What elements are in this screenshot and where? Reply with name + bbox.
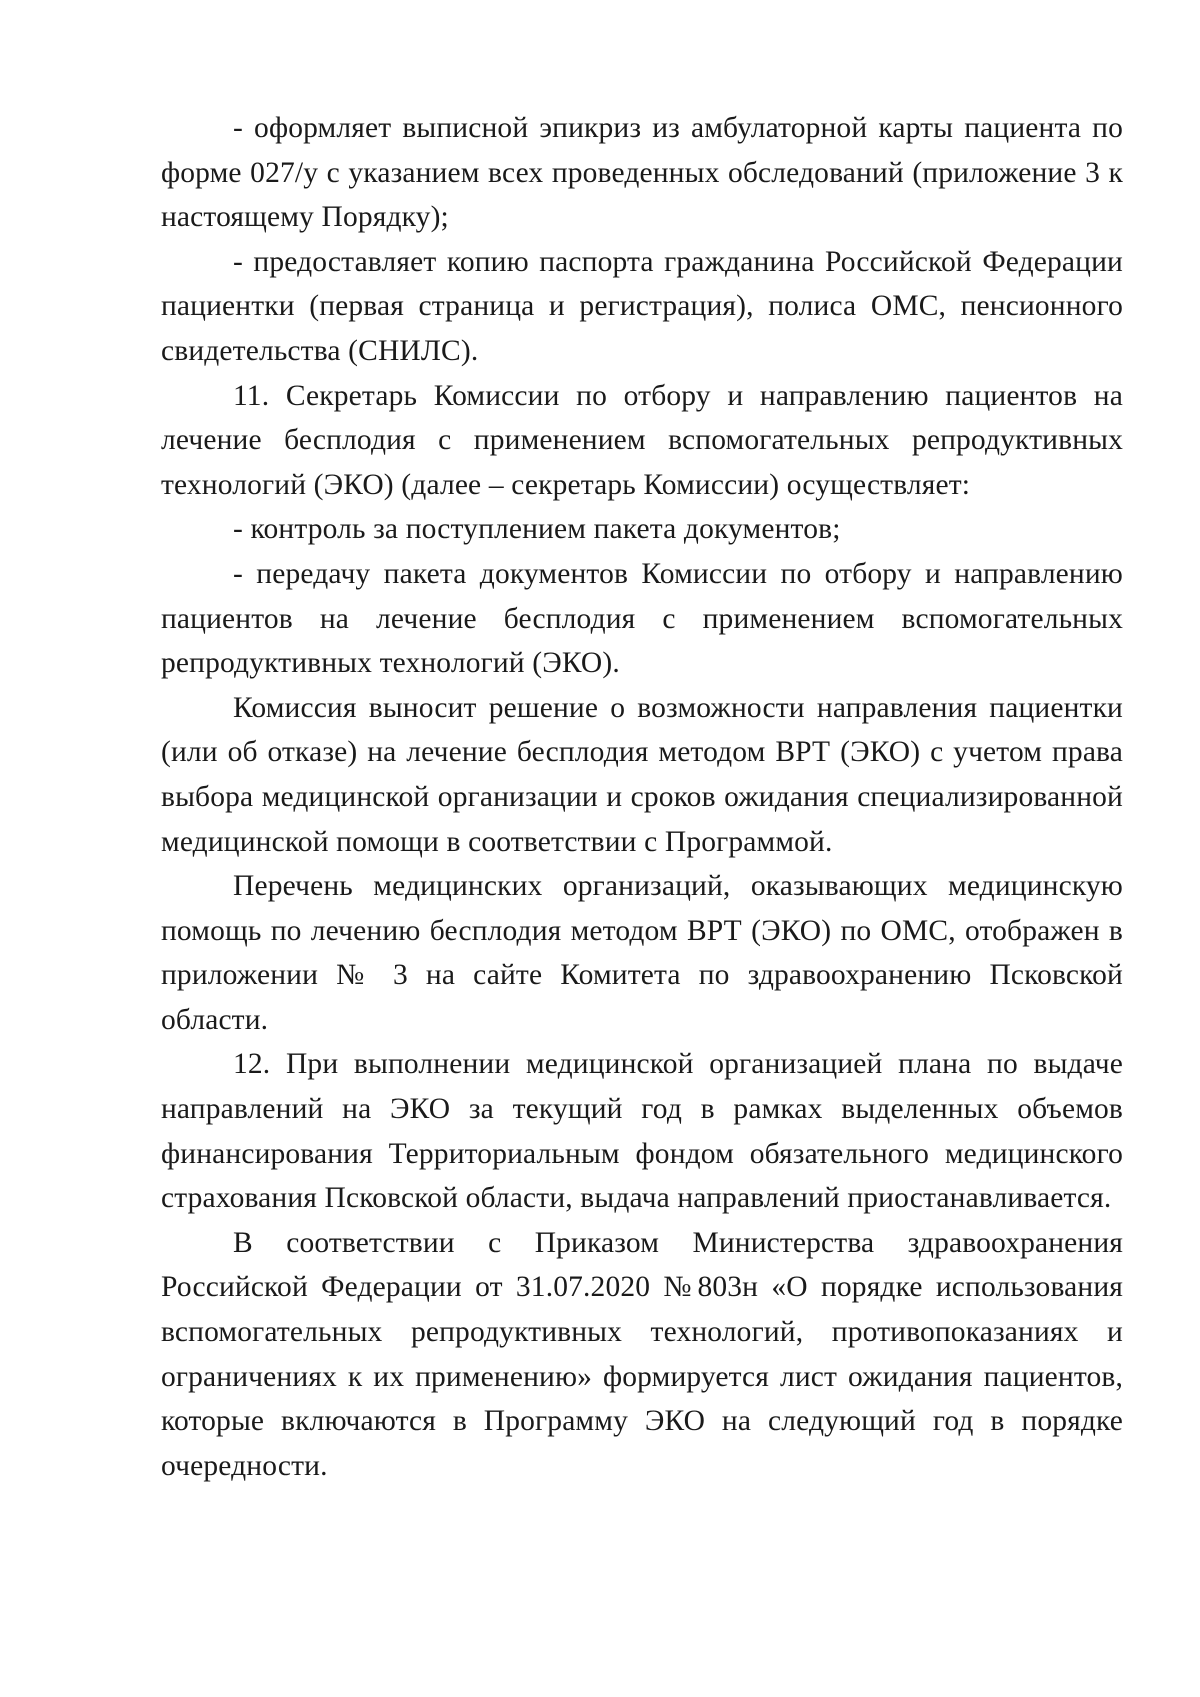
paragraph-secretary-duties: 11. Секретарь Комиссии по отбору и направлению пациентов на лечение бесплодия с применением вспомогательных репродуктивных технологий (ЭКО) (далее – секретарь Комиссии) осуществляет: bbox=[161, 379, 1123, 501]
paragraph-referral-suspension: 12. При выполнении медицинской организацией плана по выдаче направлений на ЭКО за текущий год в рамках выделенных объемов финансирования Территориальным фондом обязательного медицинского страхования Псковской области, выдача направлений приостанавливается. bbox=[161, 1048, 1123, 1215]
paragraph-document-control: - контроль за поступлением пакета документов; bbox=[233, 513, 841, 546]
document-body bbox=[161, 106, 1123, 1488]
paragraph-organizations-list: Перечень медицинских организаций, оказывающих медицинскую помощь по лечению бесплодия методом ВРТ (ЭКО) по ОМС, отображен в приложении № 3 на сайте Комитета по здравоохранению Псковской области. bbox=[161, 870, 1123, 1036]
paragraph-epicrisis: - оформляет выписной эпикриз из амбулаторной карты пациента по форме 027/у с указанием всех проведенных обследований (приложение 3 к настоящему Порядку); bbox=[161, 112, 1123, 234]
paragraph-waiting-list: В соответствии с Приказом Министерства здравоохранения Российской Федерации от 31.07.2020 №803н «О порядке использования вспомогательных репродуктивных технологий, противопоказаниях и ограничениях к их применению» формируется лист ожидания пациентов, которые включаются в Программу ЭКО на следующий год в порядке очередности. bbox=[161, 1226, 1123, 1482]
paragraph-commission-decision: Комиссия выносит решение о возможности направления пациентки (или об отказе) на лечение бесплодия методом ВРТ (ЭКО) с учетом права выбора медицинской организации и сроков ожидания специализированной медицинской помощи в соответствии с Программой. bbox=[161, 691, 1123, 858]
paragraph-document-transfer: - передачу пакета документов Комиссии по отбору и направлению пациентов на лечение бесплодия с применением вспомогательных репродуктивных технологий (ЭКО). bbox=[161, 557, 1123, 680]
paragraph-passport-copy: - предоставляет копию паспорта гражданина Российской Федерации пациентки (первая страница и регистрация), полиса ОМС, пенсионного свидетельства (СНИЛС). bbox=[161, 245, 1123, 367]
